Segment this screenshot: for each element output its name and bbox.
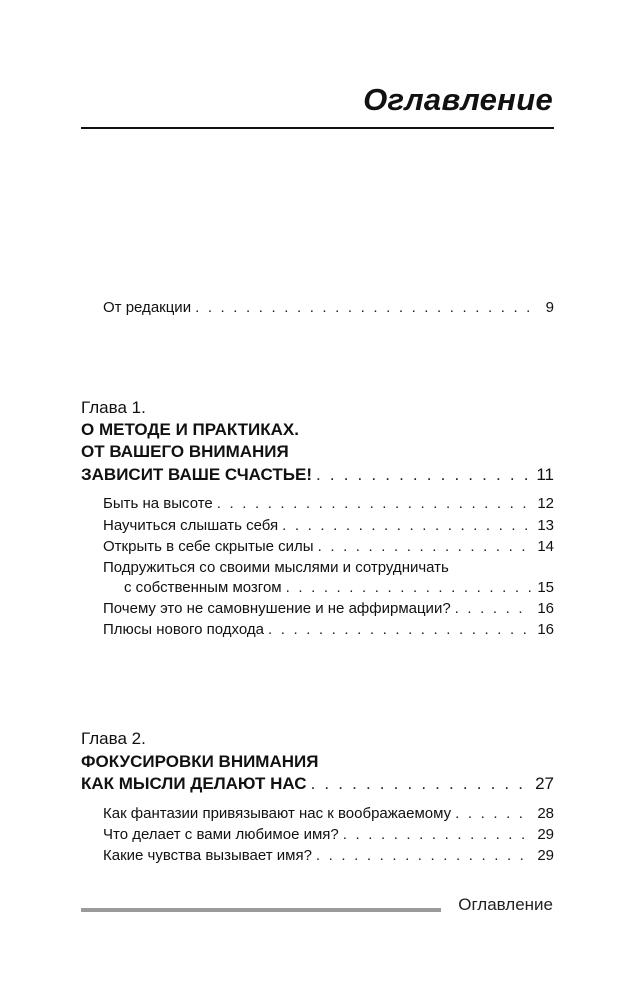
page-number: 29	[537, 847, 554, 864]
toc-entry-label-continued: с собственным мозгом	[124, 579, 282, 596]
page-number: 12	[537, 495, 554, 512]
page-number: 11	[536, 465, 554, 484]
chapter-1-label: Глава 1.	[81, 398, 146, 417]
chapter-1-title-line-2: ОТ ВАШЕГО ВНИМАНИЯ	[81, 442, 289, 461]
page-title: Оглавление	[363, 82, 553, 117]
toc-entry-label: Подружиться со своими мыслями и сотрудничать	[103, 559, 449, 576]
running-footer: Оглавление	[458, 895, 553, 914]
page-number: 14	[537, 538, 554, 555]
chapter-1-title-line-3: ЗАВИСИТ ВАШЕ СЧАСТЬЕ!	[81, 465, 312, 484]
dot-leader	[311, 773, 532, 795]
page-number: 15	[537, 579, 554, 596]
dot-leader	[282, 516, 532, 536]
page-number: 16	[537, 621, 554, 638]
toc-entry[interactable]	[103, 494, 554, 514]
chapter-1-heading[interactable]	[81, 464, 554, 486]
toc-entry-label: Открыть в себе скрытые силы	[103, 538, 314, 555]
toc-entry-label: Научиться слышать себя	[103, 517, 279, 534]
toc-entry-label: Быть на высоте	[103, 495, 213, 512]
dot-leader	[268, 620, 532, 640]
page-number: 29	[537, 826, 554, 843]
footer-rule	[81, 908, 441, 912]
dot-leader	[316, 464, 532, 486]
toc-entry[interactable]	[103, 804, 554, 824]
page-number: 28	[537, 805, 554, 822]
toc-entry-label: Как фантазии привязывают нас к воображаемому	[103, 805, 452, 822]
toc-entry-label: От редакции	[103, 299, 192, 316]
dot-leader	[318, 537, 532, 557]
dot-leader	[343, 825, 532, 845]
chapter-2-title-line-2: КАК МЫСЛИ ДЕЛАЮТ НАС	[81, 774, 307, 793]
chapter-2-label: Глава 2.	[81, 729, 146, 748]
dot-leader	[455, 599, 532, 619]
toc-entry-continuation[interactable]	[124, 578, 554, 598]
page-number: 16	[537, 600, 554, 617]
chapter-2-heading[interactable]	[81, 773, 554, 795]
toc-entry-intro[interactable]	[103, 298, 554, 318]
toc-entry-label: Какие чувства вызывает имя?	[103, 847, 312, 864]
dot-leader	[316, 846, 532, 866]
toc-entry-multiline[interactable]	[103, 558, 554, 578]
page-number: 27	[535, 774, 554, 793]
chapter-2-title-line-1: ФОКУСИРОВКИ ВНИМАНИЯ	[81, 752, 319, 771]
dot-leader	[195, 298, 532, 318]
dot-leader	[217, 494, 532, 514]
toc-entry[interactable]	[103, 537, 554, 557]
toc-entry-label: Почему это не самовнушение и не аффирмации?	[103, 600, 451, 617]
toc-entry[interactable]	[103, 516, 554, 536]
title-rule	[81, 127, 554, 129]
chapter-1-title-line-1: О МЕТОДЕ И ПРАКТИКАХ.	[81, 420, 299, 439]
toc-entry-label: Что делает с вами любимое имя?	[103, 826, 339, 843]
page-number: 9	[545, 299, 554, 316]
dot-leader	[455, 804, 532, 824]
toc-entry-label: Плюсы нового подхода	[103, 621, 264, 638]
toc-entry[interactable]	[103, 825, 554, 845]
dot-leader	[286, 578, 532, 598]
toc-entry[interactable]	[103, 846, 554, 866]
toc-entry[interactable]	[103, 620, 554, 640]
toc-entry[interactable]	[103, 599, 554, 619]
page-number: 13	[537, 517, 554, 534]
